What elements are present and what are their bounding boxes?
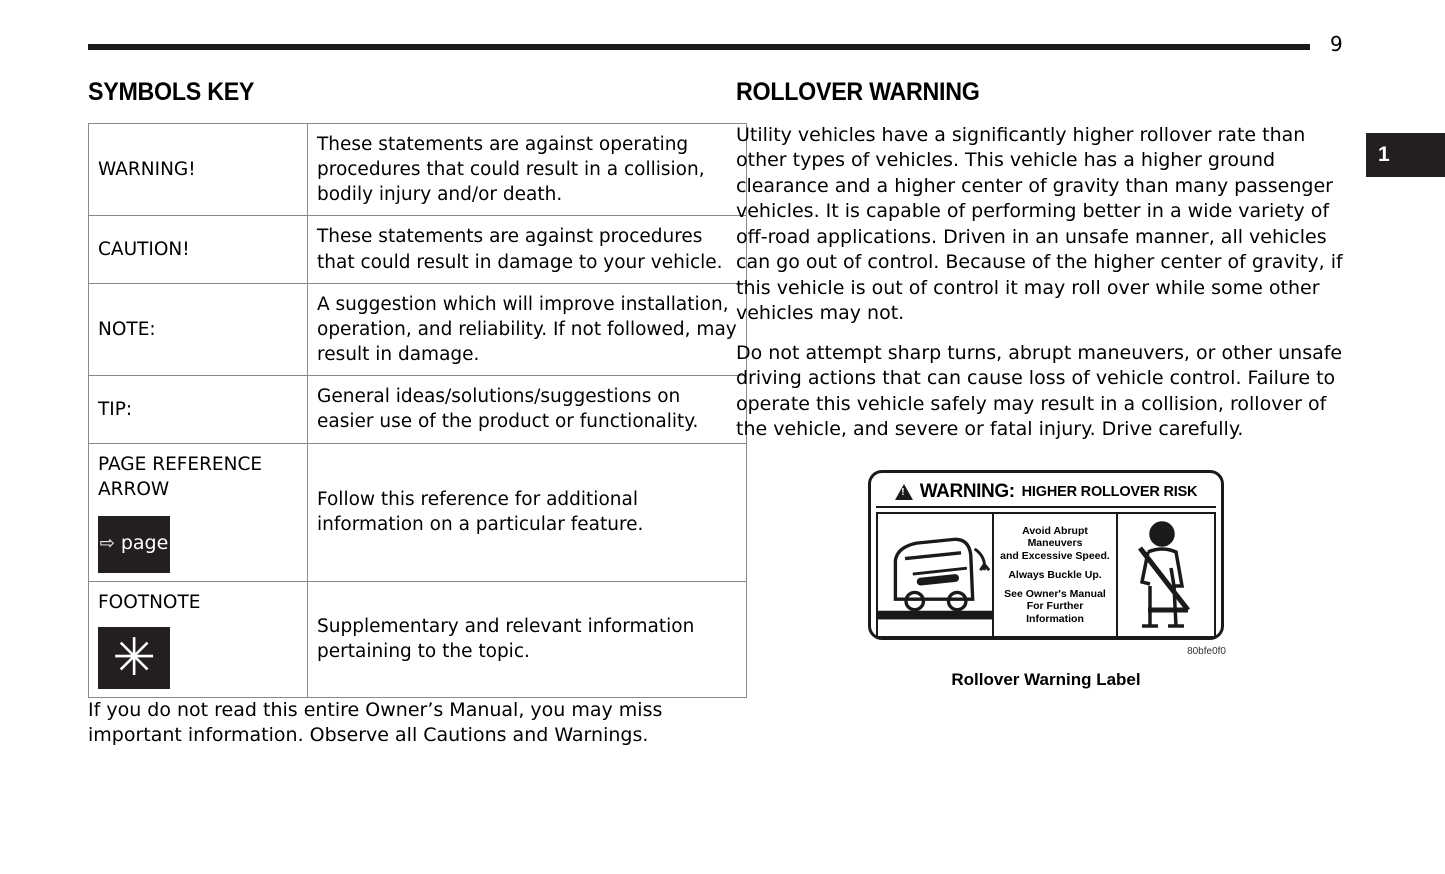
label-line-3 — [998, 588, 1112, 625]
label-line-3-a: See Owner's Manual — [1004, 588, 1106, 601]
symbols-key-note: If you do not read this entire Owner’s Manual, you may miss important information. Observe all Cautions and Warnings. — [88, 699, 663, 747]
table-cell-description: These statements are against procedures that could result in damage to your vehicle. — [308, 216, 747, 283]
term-label: PAGE REFERENCE ARROW — [98, 453, 263, 500]
rollover-paragraph-1: Utility vehicles have a significantly higher rollover rate than other types of vehicles. This vehicle has a higher ground clearance and a higher center of gravity than many passenger vehicles. It is capable of performing better in a wide variety of off-road applications. Driven in an unsafe manner, all vehicles can go out of control. Because of the higher center of gravity, if this vehicle is out of control it may roll over while some other vehicles may not. — [736, 124, 1343, 325]
warning-label-header — [876, 478, 1216, 508]
page-title-rollover-warning: ROLLOVER WARNING — [736, 78, 980, 106]
warning-label-body — [876, 512, 1216, 638]
tipping-vehicle-illustration — [878, 514, 992, 636]
table-cell-term — [89, 443, 308, 581]
page-title-symbols-key: SYMBOLS KEY — [88, 78, 255, 106]
table-cell-description: These statements are against operating procedures that could result in a collision, bodily injury and/or death. — [308, 124, 747, 216]
rollover-warning-label-figure — [868, 470, 1226, 689]
right-column — [736, 78, 1356, 456]
term-label: CAUTION! — [98, 239, 190, 261]
left-column — [88, 78, 737, 763]
table-row — [89, 216, 747, 283]
page-chip-label: page — [120, 532, 169, 555]
table-cell-term — [89, 283, 308, 375]
term-label: NOTE: — [98, 318, 156, 340]
table-row — [89, 581, 747, 697]
term-label: WARNING! — [98, 159, 196, 181]
label-line-3-b: For Further Information — [1026, 600, 1084, 625]
warning-label-graphic — [868, 470, 1224, 640]
rolling-vehicle-icon — [876, 512, 994, 638]
table-cell-term — [89, 124, 308, 216]
table-row — [89, 283, 747, 375]
chapter-tab: 1 — [1366, 133, 1445, 177]
seatbelt-occupant-icon — [1116, 512, 1216, 638]
label-line-1-a: Avoid Abrupt Maneuvers — [1022, 524, 1088, 550]
figure-caption: Rollover Warning Label — [951, 670, 1141, 689]
page-number: 9 — [1330, 32, 1343, 56]
warning-label-text-block — [994, 512, 1116, 638]
rollover-paragraph-2: Do not attempt sharp turns, abrupt maneuvers, or other unsafe driving actions that can cause loss of vehicle control. Failure to operate this vehicle safely may result in a collision, rollover of the vehicle, and severe or fatal injury. Drive carefully. — [736, 341, 1343, 440]
table-cell-term — [89, 376, 308, 443]
warning-subject: HIGHER ROLLOVER RISK — [1021, 484, 1198, 500]
table-row — [89, 443, 747, 581]
symbols-key-table — [88, 123, 747, 698]
right-arrow-icon: ⇨ — [99, 533, 115, 555]
table-cell-description: General ideas/solutions/suggestions on easier use of the product or functionality. — [308, 376, 747, 443]
term-label: FOOTNOTE — [98, 591, 201, 613]
header-rule — [88, 44, 1310, 50]
label-part-code: 80bfe0f0 — [1187, 646, 1226, 657]
footnote-asterisk-icon: ✳ — [98, 627, 170, 689]
warning-word: WARNING: — [919, 481, 1015, 502]
label-line-2: Always Buckle Up. — [1008, 568, 1102, 581]
term-label: TIP: — [98, 398, 133, 420]
table-row — [89, 124, 747, 216]
table-row — [89, 376, 747, 443]
table-cell-term — [89, 581, 308, 697]
warning-triangle-icon — [895, 484, 913, 500]
label-line-1-b: and Excessive Speed. — [1000, 549, 1110, 562]
buckle-up-illustration — [1118, 514, 1214, 636]
table-cell-description: Follow this reference for additional information on a particular feature. — [308, 443, 747, 581]
label-line-1 — [998, 525, 1112, 562]
table-cell-description: A suggestion which will improve installation, operation, and reliability. If not followed, may result in damage. — [308, 283, 747, 375]
table-cell-description: Supplementary and relevant information pertaining to the topic. — [308, 581, 747, 697]
page-reference-arrow-icon — [98, 516, 170, 573]
table-cell-term — [89, 216, 308, 283]
